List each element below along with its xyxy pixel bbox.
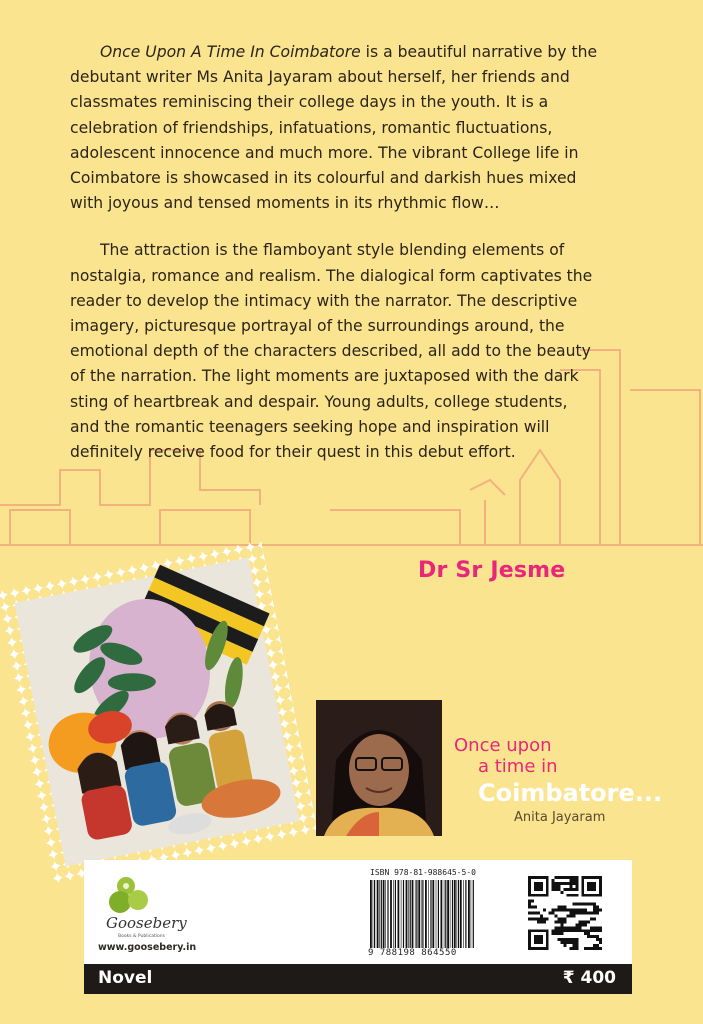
footer-bar xyxy=(84,964,632,994)
title-line-2: a time in xyxy=(478,756,558,777)
publisher-strip xyxy=(84,860,632,964)
isbn-label: ISBN 978-81-988645-5-0 xyxy=(370,868,476,877)
barcode-digits: 9 788198 864550 xyxy=(368,948,457,958)
author-name: Anita Jayaram xyxy=(514,810,606,825)
genre-label: Novel xyxy=(98,968,153,988)
friends-illustration xyxy=(15,558,300,866)
blurb-paragraph-1-text: is a beautiful narrative by the debutant writer Ms Anita Jayaram about herself, her friends and classmates reminiscing their college days in the youth. It is a celebration of friendships, infatuations, romantic fluctuations, adolescent innocence and much more. The vibrant College life in Coimbatore is showcased in its colourful and darkish hues mixed with joyous and tensed moments in its rhythmic flow… xyxy=(70,43,598,213)
publisher-name: Goosebery xyxy=(106,914,187,932)
publisher-tagline: Books & Publications xyxy=(118,934,165,939)
publisher-url: www.goosebery.in xyxy=(98,942,197,953)
stamp-illustration xyxy=(0,539,318,885)
book-title-inline: Once Upon A Time In Coimbatore xyxy=(100,43,361,61)
blurb-paragraph-2: The attraction is the flamboyant style blending elements of nostalgia, romance and realism. The dialogical form captivates the reader to develop the intimacy with the narrator. The descriptive imagery, picturesque portrayal of the surroundings around, the emotional depth of the characters described, all add to the beauty of the narration. The light moments are juxtaposed with the dark sting of heartbreak and despair. Young adults, college students, and the romantic teenagers seeking hope and inspiration will definitely receive food for their quest in this debut effort. xyxy=(70,241,593,462)
title-line-1: Once upon xyxy=(454,735,552,756)
price-label: ₹ 400 xyxy=(562,968,616,988)
blurb-paragraph-1 xyxy=(70,40,600,216)
reviewer-name: Dr Sr Jesme xyxy=(418,558,566,583)
publisher-logo xyxy=(98,870,187,940)
book-title-block xyxy=(454,736,694,825)
qr-code xyxy=(528,876,602,950)
blurb-text xyxy=(70,40,600,487)
title-line-3: Coimbatore... xyxy=(478,779,663,807)
author-photo xyxy=(316,700,442,836)
barcode xyxy=(368,880,478,950)
